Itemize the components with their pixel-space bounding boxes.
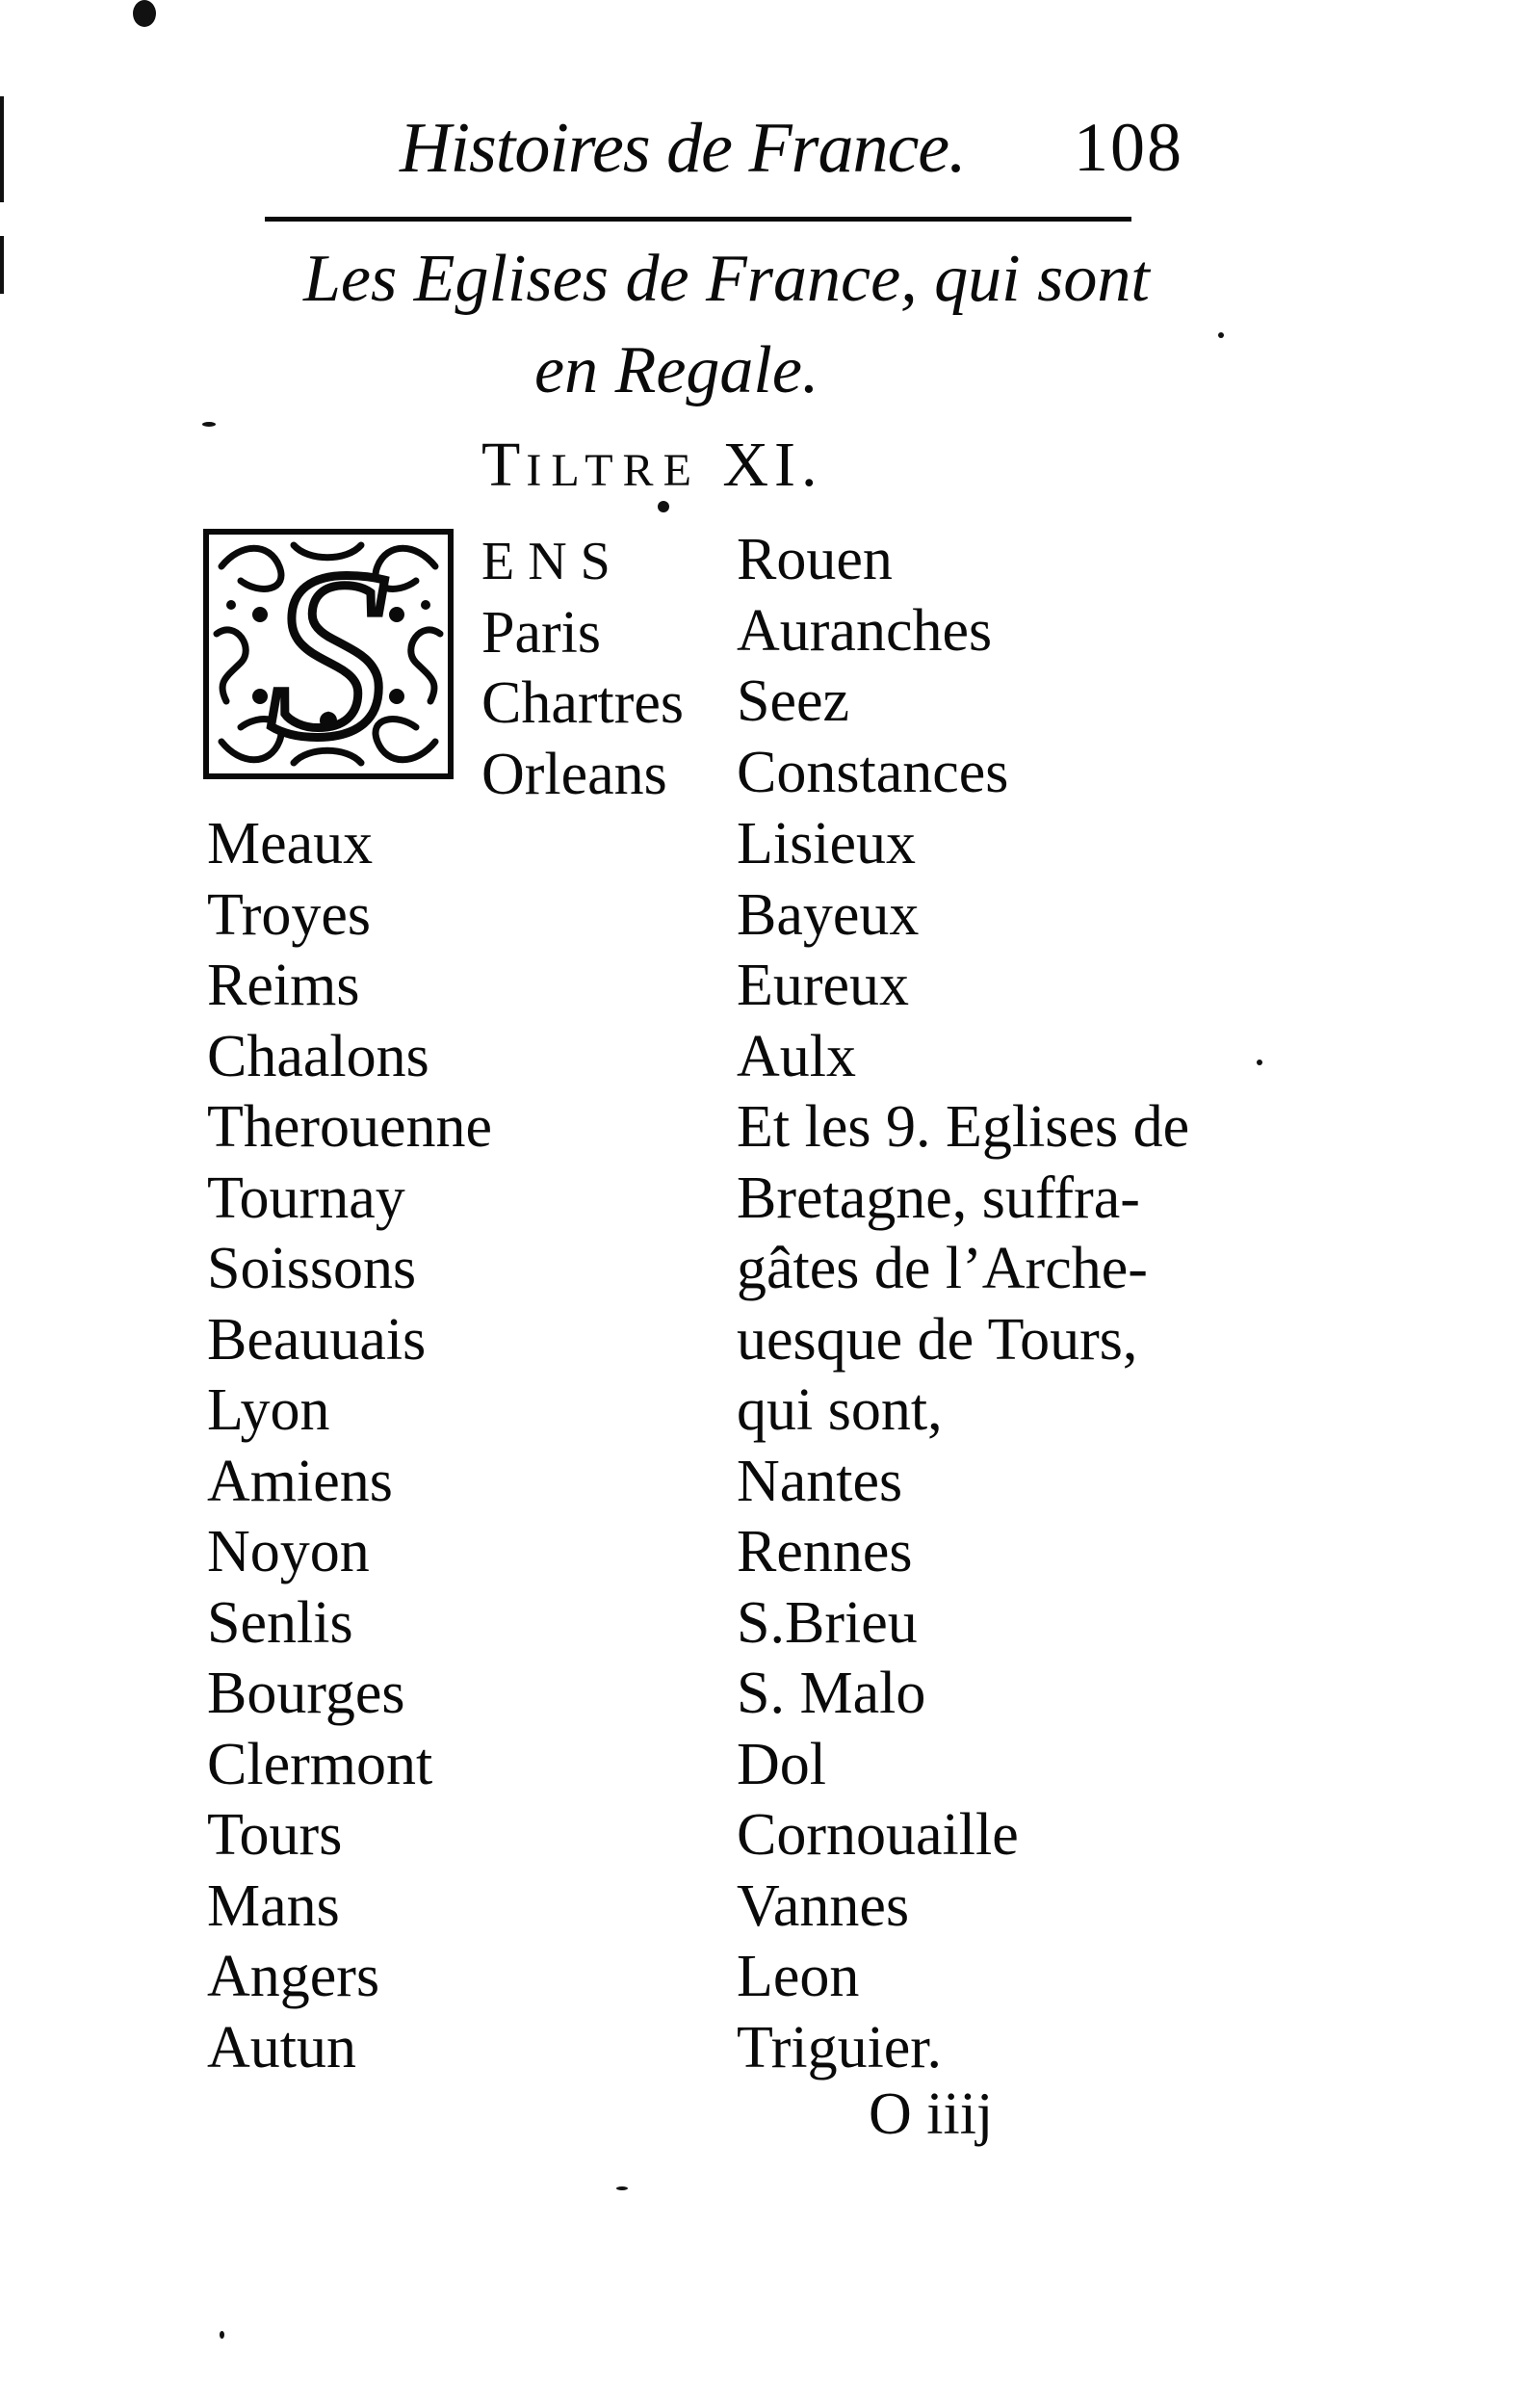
list-item: Rennes bbox=[737, 1519, 913, 1584]
list-item: Lisieux bbox=[737, 811, 916, 877]
list-item: Autun bbox=[207, 2014, 356, 2081]
list-item: Meaux bbox=[207, 811, 374, 877]
ink-speck bbox=[220, 2331, 224, 2339]
list-item: Chaalons bbox=[207, 1023, 429, 1089]
list-item: Noyon bbox=[207, 1519, 370, 1584]
list-item: Amiens bbox=[207, 1448, 393, 1514]
list-item: Chartres bbox=[481, 670, 685, 736]
ink-speck bbox=[1257, 1060, 1262, 1065]
list-item: Auranches bbox=[737, 597, 993, 664]
list-item: Soissons bbox=[207, 1236, 417, 1301]
tiltre-first-letter: T bbox=[481, 430, 527, 500]
list-item: Troyes bbox=[207, 881, 371, 948]
list-item: Lyon bbox=[207, 1377, 330, 1443]
list-column-left bbox=[207, 809, 492, 2083]
list-item: Bayeux bbox=[737, 881, 920, 948]
list-item: gâtes de l’Arche- bbox=[737, 1236, 1148, 1301]
tiltre-heading bbox=[481, 429, 823, 502]
list-item: Dol bbox=[737, 1731, 826, 1797]
list-item: Cornouaille bbox=[737, 1802, 1019, 1868]
list-item: Reims bbox=[207, 953, 360, 1018]
list-item: Et les 9. Eglises de bbox=[737, 1094, 1190, 1160]
list-item: Bourges bbox=[207, 1661, 405, 1726]
list-column-right-top bbox=[737, 525, 1008, 808]
margin-edge-line bbox=[0, 236, 4, 294]
tiltre-small-caps: ILTRE bbox=[526, 445, 701, 496]
list-item: uesque de Tours, bbox=[737, 1306, 1138, 1373]
list-item: Aulx bbox=[737, 1023, 856, 1089]
list-item bbox=[481, 525, 684, 598]
list-item: Vannes bbox=[737, 1872, 910, 1939]
signature-mark: O iiij bbox=[869, 2081, 994, 2147]
section-title-line-1: Les Eglises de France, qui sont bbox=[303, 242, 1150, 316]
drop-cap-letter: S bbox=[268, 528, 389, 780]
list-item: Triguier. bbox=[737, 2014, 943, 2081]
list-item: Tournay bbox=[207, 1165, 405, 1231]
list-column-right bbox=[737, 809, 1189, 2083]
list-item: Orleans bbox=[481, 741, 667, 807]
section-title-line-2: en Regale. bbox=[534, 333, 819, 407]
margin-edge-line bbox=[0, 96, 4, 202]
ink-speck bbox=[658, 501, 669, 512]
ink-speck bbox=[1218, 332, 1224, 338]
list-item: Rouen bbox=[737, 527, 893, 592]
list-item: Constances bbox=[737, 739, 1009, 805]
list-item: Therouenne bbox=[207, 1094, 493, 1160]
running-header: Histoires de France. bbox=[400, 109, 966, 188]
ink-speck bbox=[616, 2186, 628, 2190]
page-number: 108 bbox=[1074, 109, 1183, 186]
list-item: Seez bbox=[737, 668, 850, 734]
list-item: Bretagne, suffra- bbox=[737, 1165, 1140, 1231]
list-item: Clermont bbox=[207, 1731, 433, 1797]
list-item: Mans bbox=[207, 1872, 340, 1939]
list-item: Senlis bbox=[207, 1589, 353, 1656]
tiltre-number: XI. bbox=[722, 430, 823, 500]
list-column-left-top bbox=[481, 525, 684, 810]
ink-speck bbox=[133, 0, 156, 27]
list-item: S.Brieu bbox=[737, 1589, 918, 1656]
list-item: qui sont, bbox=[737, 1377, 943, 1443]
list-item: Leon bbox=[737, 1944, 860, 2009]
list-item: Eureux bbox=[737, 953, 910, 1018]
list-item: Angers bbox=[207, 1944, 380, 2009]
list-item: Tours bbox=[207, 1802, 343, 1868]
first-word-small-caps: ENS bbox=[481, 532, 624, 591]
list-item: Paris bbox=[481, 599, 601, 666]
list-item: Beauuais bbox=[207, 1306, 427, 1373]
ornate-initial-s-icon bbox=[202, 528, 455, 780]
ink-speck bbox=[202, 422, 216, 427]
header-rule bbox=[265, 217, 1131, 222]
list-item: S. Malo bbox=[737, 1661, 926, 1726]
list-item: Nantes bbox=[737, 1448, 903, 1514]
